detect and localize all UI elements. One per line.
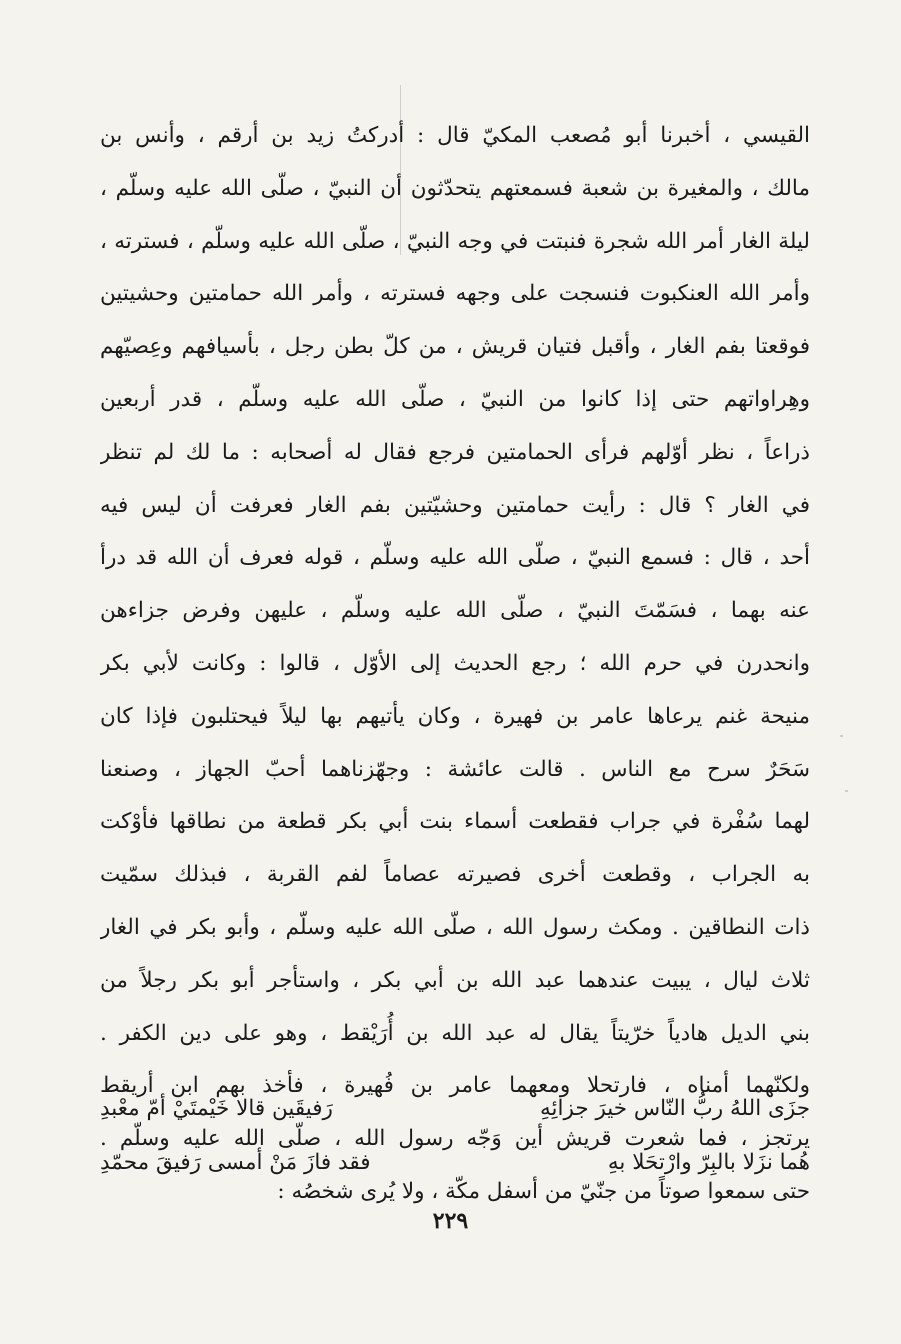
scan-artifact [845, 790, 848, 792]
text-line: به الجراب ، وقطعت أخرى فصيرته عصاماً لفم القربة ، فبذلك سمّيت [100, 862, 810, 888]
text-line: ذراعاً ، نظر أوّلهم فرأى الحمامتين فرجع فقال له أصحابه : ما لك لم تنظر [100, 439, 810, 465]
poem-hemistich-first: هُما نزَلا بالبِرّ وارْتحَلا بهِ [607, 1150, 810, 1175]
text-line: لهما سُفْرة في جراب فقطعت أسماء بنت أبي بكر قطعة من نطاقها فأوْكت [100, 809, 810, 835]
text-line: في الغار ؟ قال : رأيت حمامتين وحشيّتين بفم الغار فعرفت أن ليس فيه [100, 492, 810, 518]
text-line: وأمر الله العنكبوت فنسجت على وجهه فسترته ، وأمر الله حمامتين وحشيتين [100, 281, 810, 307]
text-line: مالك ، والمغيرة بن شعبة فسمعتهم يتحدّثون أن النبيّ ، صلّى الله عليه وسلّم ، [100, 175, 810, 201]
poem-verse [100, 1136, 810, 1190]
page-number: ٢٢٩ [432, 1208, 469, 1234]
poem-verse [100, 1082, 810, 1136]
poem-hemistich-second: فقد فازَ مَنْ أمسى رَفيقَ محمّدِ [100, 1150, 371, 1175]
poem [100, 1082, 810, 1190]
text-line: ليلة الغار أمر الله شجرة فنبتت في وجه النبيّ ، صلّى الله عليه وسلّم ، فسترته ، [100, 228, 810, 254]
text-line: ذات النطاقين . ومكث رسول الله ، صلّى الله عليه وسلّم ، وأبو بكر في الغار [100, 914, 810, 940]
text-line: يرتجز ، فما شعرت قريش أين وَجّه رسول الله ، صلّى الله عليه وسلّم . [100, 1126, 810, 1152]
scan-artifact [840, 735, 843, 737]
text-line: القيسي ، أخبرنا أبو مُصعب المكيّ قال : أدركتُ زيد بن أرقم ، وأنس بن [100, 123, 810, 148]
poem-hemistich-first: جزَى اللهُ ربُّ النّاس خيرَ جزائِهِ [539, 1096, 810, 1121]
text-line: منيحة غنم يرعاها عامر بن فهيرة ، وكان يأتيهم بها ليلاً فيحتلبون فإذا كان [100, 703, 810, 729]
text-line: ثلاث ليال ، يبيت عندهما عبد الله بن أبي بكر ، واستأجر أبو بكر رجلاً من [100, 967, 810, 993]
text-line: وهِراواتهم حتى إذا كانوا من النبيّ ، صلّى الله عليه وسلّم ، قدر أربعين [100, 386, 810, 412]
text-line: ولكنّهما أمناه ، فارتحلا ومعهما عامر بن فُهيرة ، فأخذ بهم ابن أريقط [100, 1073, 810, 1099]
text-line: فوقعتا بفم الغار ، وأقبل فتيان قريش ، من كلّ بطن رجل ، بأسيافهم وعِصيّهم [100, 334, 810, 360]
text-line: سَحَرٌ سرح مع الناس . قالت عائشة : وجهّزناهما أحبّ الجهاز ، وصنعنا [100, 756, 810, 782]
text-line: وانحدرن في حرم الله ؛ رجع الحديث إلى الأوّل ، قالوا : وكانت لأبي بكر [100, 650, 810, 676]
text-line: عنه بهما ، فسَمّتَ النبيّ ، صلّى الله عليه وسلّم ، عليهن وفرض جزاءهن [100, 598, 810, 624]
text-line: حتى سمعوا صوتاً من جنّيّ من أسفل مكّة ، ولا يُرى شخصُه : [277, 1178, 810, 1204]
text-line: بني الديل هادياً خرّيتاً يقال له عبد الله بن أُرَيْقط ، وهو على دين الكفر . [100, 1020, 810, 1046]
text-line: أحد ، قال : فسمع النبيّ ، صلّى الله عليه وسلّم ، قوله فعرف أن الله قد درأ [100, 545, 810, 571]
poem-hemistich-second: رَفيقَين قالا خَيْمتَيْ أمّ معْبدِ [100, 1096, 333, 1121]
body-text [100, 110, 810, 1219]
